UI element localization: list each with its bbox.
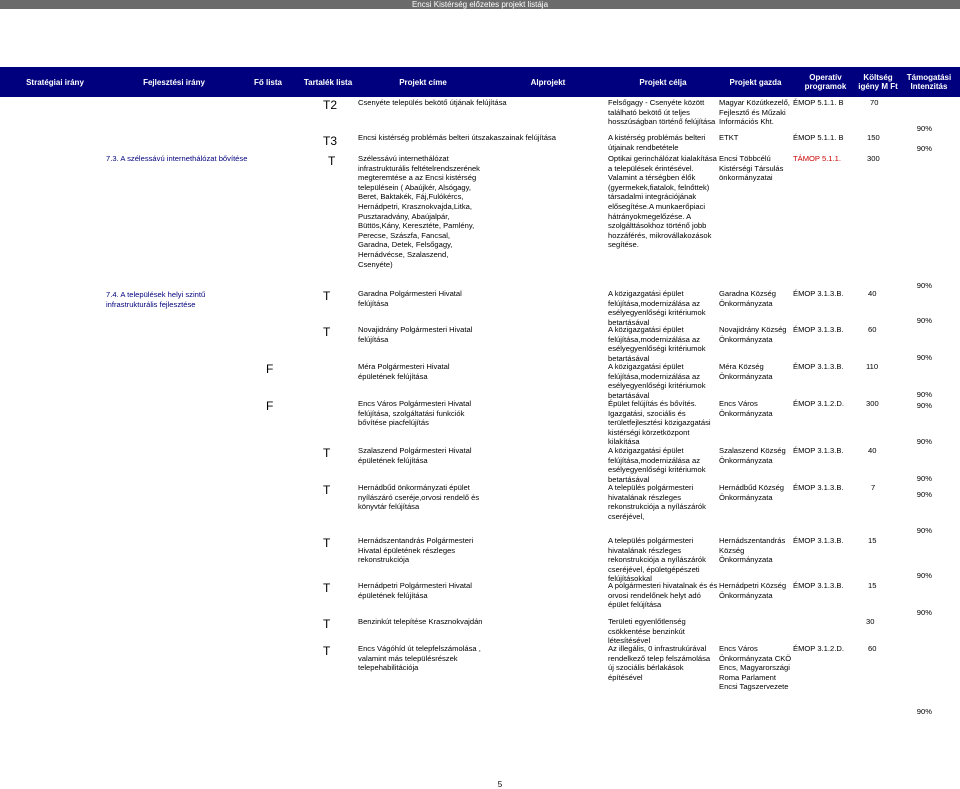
row-goal: A közigazgatási épület felújítása,modernizálása az esélyegyenlőségi kritériumok betartásával [608,446,706,484]
row-op: ÉMOP 3.1.3.B. [793,536,844,545]
row-op: ÉMOP 3.1.3.B. [793,446,844,455]
row-title: Hernádbűd önkormányzati épület nyílászáró cseréje,orvosi rendelő és könyvtár felújítása [358,483,480,512]
row-title: Méra Polgármesteri Hivatal épületének felújítása [358,362,450,381]
row-title: Novajidrány Polgármesteri Hivatal felújítása [358,325,473,344]
row-goal: A polgármesteri hivatalnak és és orvosi rendelőnek helyt adó épület felújítása [608,581,718,610]
row-op: ÉMOP 3.1.2.D. [793,644,844,653]
row-op: ÉMOP 3.1.3.B. [793,581,844,590]
intensity-value: 90% [916,490,932,499]
header-project-owner: Projekt gazda [729,77,782,87]
row-type: T [323,325,331,339]
row-owner: Hernádbűd Község Önkormányzata [719,483,785,502]
row-intensity: 90% [916,474,932,483]
intensity-value: 90% [916,281,932,290]
row-type: T [323,446,331,460]
row-owner: Méra Község Önkormányzata [719,362,773,381]
row-goal: A település polgármesteri hivatalának részleges rekonstrukciója a nyílászárók cseréjével, [608,483,706,521]
row-type: T [323,644,331,658]
row-op: TÁMOP 5.1.1. [793,154,841,163]
row-intensity: 90% [916,390,932,399]
header-operative-programs: Operatív programok [804,73,847,91]
row-op: ÉMOP 3.1.3.B. [793,289,844,298]
row-goal: A kistérség problémás belteri útjainak rendbetétele [608,133,706,152]
header-support-intensity: Támogatási Intenzitás [906,73,952,91]
page-number: 5 [497,780,503,789]
row-owner: Magyar Közútkezelő, Fejlesztő és Műzaki Információs Kht. [719,98,790,127]
row-cost: 40 [868,446,877,455]
row-title: Encsi kistérség problémás belteri útszakaszainak felújítása [358,133,556,142]
row-intensity: 90% [916,526,932,535]
row-owner: Encs Város Önkormányzata CKÖ Encs, Magyarországi Roma Parlament Encsi Tagszervezete [719,644,792,692]
row-cost: 110 [866,362,879,371]
row-owner: Hernádszentandrás Község Önkormányzata [719,536,786,565]
row-type: F [266,362,274,376]
row-cost: 15 [868,536,877,545]
row-goal: Területi egyenlőtlenség csökkentése benzinkút létesítésével [608,617,686,646]
row-title: Szalaszend Polgármesteri Hivatal épületének felújítása [358,446,472,465]
row-owner: ETKT [719,133,739,142]
row-cost: 300 [867,154,880,163]
row-cost: 300 [866,399,879,408]
row-type: T [323,483,331,497]
row-title: Hernádszentandrás Polgármesteri Hivatal épületének részleges rekonstrukciója [358,536,474,565]
row-intensity: 90% [916,707,932,716]
row-goal: A közigazgatási épület felújítása,modernizálása az esélyegyenlőségi kritériumok betartásával [608,289,706,327]
row-goal: Optikai gerinchálózat kialakítása a települések érintésével. Valamint a térségben élők (gyermekek,fiatalok, felnőttek) társadalmi integrációjának elősegítése.A munkaerőpiaci hátrányokmegelőzése. A szolgálttásokhoz történő jobb hozzáférés, mikrovállakozások segítése. [608,154,717,250]
row-type: T2 [323,98,338,112]
row-owner: Encsi Többcélú Kistérségi Társulás önkormányzatai [719,154,784,183]
header-cost: Költség igény M Ft [858,73,898,91]
row-op: ÉMOP 3.1.3.B. [793,483,844,492]
row-title: Hernádpetri Polgármesteri Hivatal épületének felújítása [358,581,472,600]
row-cost: 15 [868,581,877,590]
row-type: T3 [323,134,338,148]
row-type: T [328,154,336,168]
row-title: Encs Vágóhíd út telepfelszámolása , valamint más településrészek telepehabilitációja [358,644,481,673]
row-goal: Épület felújítás és bővítés. Igazgatási, szociális és területfejlesztési közigazgatási kistérségi körzetközpont kilakítása [608,399,711,447]
row-type: T [323,289,331,303]
row-cost: 60 [868,325,877,334]
header-main-list: Fő lista [253,77,282,87]
row-goal: Felsőgagy - Csenyéte között található bekötő út teljes hosszúságban történő felújítása [608,98,716,127]
header-development-direction: Fejlesztési irány [143,77,205,87]
header-project-goal: Projekt célja [639,77,687,87]
row-type: T [323,536,331,550]
row-type: F [266,399,274,413]
header-subproject: Alprojekt [530,77,566,87]
row-cost: 150 [867,133,880,142]
row-owner: Encs Város Önkormányzata [719,399,773,418]
row-title: Encs Város Polgármesteri Hivatal felújítása, szolgáltatási funkciók bővítése piacfelújítás [358,399,472,428]
row-goal: A közigazgatási épület felújítása,modernizálása az esélyegyenlőségi kritériumok betartásával [608,325,706,363]
section-label-local-infrastructure: 7.4. A települések helyi szintű infrastrukturális fejlesztése [106,290,206,309]
row-cost: 40 [868,289,877,298]
row-intensity: 90% [916,316,932,325]
row-cost: 30 [866,617,875,626]
row-cost: 7 [871,483,876,492]
row-intensity: 90% [916,571,932,580]
table-header [0,67,960,97]
row-title: Benzinkút telepítése Krasznokvajdán [358,617,483,626]
row-op: ÉMOP 3.1.3.B. [793,325,844,334]
row-title: Csenyéte település bekötő útjának felújítása [358,98,507,107]
row-op: ÉMOP 3.1.3.B. [793,362,844,371]
row-owner: Novajidrány Község Önkormányzata [719,325,787,344]
row-op: ÉMOP 5.1.1. B [793,133,844,142]
row-title: Szélessávú internethálózat infrastrukturális feltételrendszerének megteremtése a az Encsi kistérség településein ( Abaújkér, Alsógagy, Beret, Baktakék, Fáj,Fulókércs, Hernádpetri, Krasznokvajda,Litka, Pusztaradvány, Abaújalpár, Büttös,Kány, Keresztéte, Pamlény, Perecse, Szászfa, Fancsal, Garadna, Detek, Felsőgagy, Hernádvécse, Szalaszend, Csenyéte) [358,154,480,269]
window-title: Encsi Kistérség előzetes projekt listája [0,0,960,9]
header-reserve-list: Tartalék lista [303,77,353,87]
row-cost: 70 [870,98,879,107]
row-intensity: 90% [916,144,932,153]
row-type: T [323,581,331,595]
row-owner: Szalaszend Község Önkormányzata [719,446,786,465]
header-strategic-direction: Stratégiai irány [26,77,84,87]
row-intensity: 90% [916,353,932,362]
intensity-value: 90% [916,401,932,410]
row-op: ÉMOP 5.1.1. B [793,98,844,107]
row-op: ÉMOP 3.1.2.D. [793,399,844,408]
row-intensity: 90% [916,437,932,446]
row-owner: Garadna Község Önkormányzata [719,289,776,308]
section-label-broadband: 7.3. A szélessávú internethálózat bővítése [106,154,248,163]
row-goal: A közigazgatási épület felújítása,modernizálása az esélyegyenlőségi kritériumok betartásával [608,362,706,400]
row-title: Garadna Polgármesteri Hivatal felújítása [358,289,462,308]
row-goal: A település polgármesteri hivatalának részleges rekonstrukciója a nyílászárók cseréjével, épületgépészeti felújításokkal [608,536,706,584]
row-intensity: 90% [916,124,932,133]
row-intensity: 90% [916,608,932,617]
header-project-title: Projekt címe [399,77,447,87]
row-goal: Az illegális, 0 infrastrukúrával rendelkező telep felszámolása új szociális bérlakások építésével [608,644,711,682]
row-owner: Hernádpetri Község Önkormányzata [719,581,787,600]
row-cost: 60 [868,644,877,653]
row-type: T [323,617,331,631]
